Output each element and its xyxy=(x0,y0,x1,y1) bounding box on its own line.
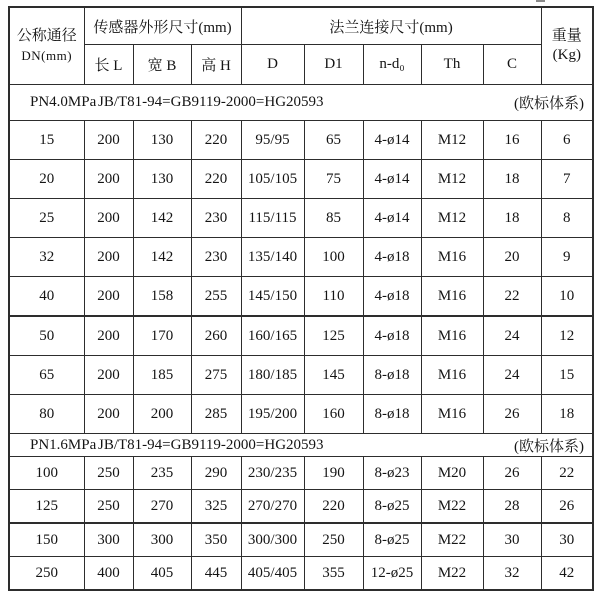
spec-row xyxy=(9,238,593,277)
cell-d: 195/200 xyxy=(241,395,304,434)
cell-width-b: 142 xyxy=(133,199,191,238)
header-col-d1: D1 xyxy=(304,45,363,85)
spec-row xyxy=(9,490,593,524)
cell-length-l: 200 xyxy=(84,160,133,199)
cell-c: 16 xyxy=(483,121,541,160)
cell-th: M22 xyxy=(421,557,483,591)
caption-remnant xyxy=(536,0,545,2)
cell-th: M16 xyxy=(421,238,483,277)
flange-standard-code: JB/T81-94=GB9119-2000=HG20593 xyxy=(98,94,324,110)
section-divider-cell xyxy=(9,85,593,121)
spec-row xyxy=(9,356,593,395)
spec-row xyxy=(9,523,593,557)
header-dn-title: 公称通径 xyxy=(16,28,77,44)
cell-c: 28 xyxy=(483,490,541,524)
cell-height-h: 230 xyxy=(191,199,241,238)
spec-row xyxy=(9,121,593,160)
header-dn xyxy=(9,7,84,85)
spec-row xyxy=(9,395,593,434)
cell-dn: 25 xyxy=(9,199,84,238)
cell-width-b: 405 xyxy=(133,557,191,591)
cell-dn: 250 xyxy=(9,557,84,591)
spec-row xyxy=(9,557,593,591)
cell-width-b: 142 xyxy=(133,238,191,277)
cell-dn: 20 xyxy=(9,160,84,199)
cell-width-b: 270 xyxy=(133,490,191,524)
cell-weight-kg: 26 xyxy=(541,490,593,524)
cell-n-d0: 8-ø25 xyxy=(363,490,421,524)
cell-length-l: 200 xyxy=(84,238,133,277)
cell-width-b: 300 xyxy=(133,523,191,557)
spec-row xyxy=(9,457,593,490)
cell-length-l: 200 xyxy=(84,395,133,434)
cell-d1: 100 xyxy=(304,238,363,277)
section-divider-cell xyxy=(9,434,593,457)
header-col-th: Th xyxy=(421,45,483,85)
cell-d: 105/105 xyxy=(241,160,304,199)
cell-d1: 220 xyxy=(304,490,363,524)
cell-c: 32 xyxy=(483,557,541,591)
spec-row xyxy=(9,160,593,199)
table-header xyxy=(9,7,593,85)
header-col-height: 高 H xyxy=(191,45,241,85)
cell-d: 180/185 xyxy=(241,356,304,395)
header-weight-title: 重量 xyxy=(551,28,582,44)
header-row-columns xyxy=(9,45,593,85)
cell-th: M12 xyxy=(421,160,483,199)
cell-dn: 15 xyxy=(9,121,84,160)
cell-n-d0: 8-ø18 xyxy=(363,395,421,434)
cell-d: 230/235 xyxy=(241,457,304,490)
cell-width-b: 200 xyxy=(133,395,191,434)
cell-dn: 32 xyxy=(9,238,84,277)
cell-weight-kg: 9 xyxy=(541,238,593,277)
standard-note: (欧标体系) xyxy=(514,96,585,112)
cell-d: 135/140 xyxy=(241,238,304,277)
cell-length-l: 250 xyxy=(84,457,133,490)
cell-c: 20 xyxy=(483,238,541,277)
cell-n-d0: 4-ø18 xyxy=(363,238,421,277)
cell-height-h: 445 xyxy=(191,557,241,591)
cell-d1: 160 xyxy=(304,395,363,434)
cell-weight-kg: 7 xyxy=(541,160,593,199)
cell-d: 95/95 xyxy=(241,121,304,160)
cell-c: 30 xyxy=(483,523,541,557)
cell-weight-kg: 8 xyxy=(541,199,593,238)
cell-th: M16 xyxy=(421,316,483,356)
cell-height-h: 220 xyxy=(191,160,241,199)
spec-row xyxy=(9,199,593,238)
cell-n-d0: 8-ø23 xyxy=(363,457,421,490)
cell-width-b: 130 xyxy=(133,121,191,160)
spec-row xyxy=(9,316,593,356)
header-col-width: 宽 B xyxy=(133,45,191,85)
cell-n-d0: 12-ø25 xyxy=(363,557,421,591)
cell-dn: 65 xyxy=(9,356,84,395)
cell-width-b: 170 xyxy=(133,316,191,356)
cell-th: M12 xyxy=(421,121,483,160)
cell-n-d0: 4-ø14 xyxy=(363,160,421,199)
cell-dn: 80 xyxy=(9,395,84,434)
cell-c: 18 xyxy=(483,160,541,199)
cell-c: 26 xyxy=(483,395,541,434)
section-divider-row xyxy=(9,434,593,457)
header-col-d: D xyxy=(241,45,304,85)
cell-height-h: 290 xyxy=(191,457,241,490)
cell-c: 22 xyxy=(483,277,541,317)
cell-d1: 110 xyxy=(304,277,363,317)
table-body xyxy=(9,85,593,591)
cell-n-d0: 8-ø18 xyxy=(363,356,421,395)
cell-th: M20 xyxy=(421,457,483,490)
cell-dn: 100 xyxy=(9,457,84,490)
header-dn-unit: DN(mm) xyxy=(21,48,73,63)
cell-length-l: 300 xyxy=(84,523,133,557)
cell-weight-kg: 15 xyxy=(541,356,593,395)
cell-weight-kg: 12 xyxy=(541,316,593,356)
cell-height-h: 255 xyxy=(191,277,241,317)
cell-height-h: 325 xyxy=(191,490,241,524)
cell-d: 145/150 xyxy=(241,277,304,317)
spec-table xyxy=(8,6,594,591)
cell-dn: 125 xyxy=(9,490,84,524)
cell-c: 24 xyxy=(483,356,541,395)
cell-d1: 75 xyxy=(304,160,363,199)
cell-th: M16 xyxy=(421,277,483,317)
cell-d1: 355 xyxy=(304,557,363,591)
header-row-groups xyxy=(9,7,593,45)
cell-height-h: 220 xyxy=(191,121,241,160)
cell-d1: 65 xyxy=(304,121,363,160)
cell-length-l: 200 xyxy=(84,316,133,356)
header-sensor-group: 传感器外形尺寸(mm) xyxy=(84,7,241,45)
cell-length-l: 250 xyxy=(84,490,133,524)
cell-c: 26 xyxy=(483,457,541,490)
pressure-rating: PN4.0MPa xyxy=(30,94,97,110)
cell-th: M22 xyxy=(421,490,483,524)
cell-d: 300/300 xyxy=(241,523,304,557)
cell-height-h: 230 xyxy=(191,238,241,277)
cell-weight-kg: 10 xyxy=(541,277,593,317)
cell-n-d0: 8-ø25 xyxy=(363,523,421,557)
cell-length-l: 200 xyxy=(84,277,133,317)
cell-weight-kg: 42 xyxy=(541,557,593,591)
standard-note: (欧标体系) xyxy=(514,438,585,455)
cell-d1: 250 xyxy=(304,523,363,557)
cell-d1: 85 xyxy=(304,199,363,238)
cell-width-b: 158 xyxy=(133,277,191,317)
spec-row xyxy=(9,277,593,317)
cell-weight-kg: 22 xyxy=(541,457,593,490)
cell-n-d0: 4-ø18 xyxy=(363,316,421,356)
header-col-c: C xyxy=(483,45,541,85)
cell-n-d0: 4-ø14 xyxy=(363,121,421,160)
cell-d: 405/405 xyxy=(241,557,304,591)
cell-height-h: 285 xyxy=(191,395,241,434)
header-flange-group: 法兰连接尺寸(mm) xyxy=(241,7,541,45)
cell-length-l: 400 xyxy=(84,557,133,591)
header-weight xyxy=(541,7,593,85)
cell-length-l: 200 xyxy=(84,121,133,160)
cell-c: 18 xyxy=(483,199,541,238)
cell-height-h: 275 xyxy=(191,356,241,395)
cell-c: 24 xyxy=(483,316,541,356)
section-divider-row xyxy=(9,85,593,121)
cell-th: M22 xyxy=(421,523,483,557)
cell-length-l: 200 xyxy=(84,356,133,395)
cell-height-h: 350 xyxy=(191,523,241,557)
cell-n-d0: 4-ø14 xyxy=(363,199,421,238)
cell-weight-kg: 18 xyxy=(541,395,593,434)
cell-width-b: 185 xyxy=(133,356,191,395)
cell-d: 270/270 xyxy=(241,490,304,524)
cell-height-h: 260 xyxy=(191,316,241,356)
header-weight-unit: (Kg) xyxy=(552,47,581,63)
cell-d1: 190 xyxy=(304,457,363,490)
cell-d1: 145 xyxy=(304,356,363,395)
pressure-rating: PN1.6MPa xyxy=(30,436,97,453)
cell-th: M16 xyxy=(421,395,483,434)
cell-d: 115/115 xyxy=(241,199,304,238)
header-col-length: 长 L xyxy=(84,45,133,85)
cell-d: 160/165 xyxy=(241,316,304,356)
cell-dn: 40 xyxy=(9,277,84,317)
cell-th: M12 xyxy=(421,199,483,238)
cell-length-l: 200 xyxy=(84,199,133,238)
cell-weight-kg: 6 xyxy=(541,121,593,160)
cell-n-d0: 4-ø18 xyxy=(363,277,421,317)
flange-standard-code: JB/T81-94=GB9119-2000=HG20593 xyxy=(98,436,324,453)
cell-d1: 125 xyxy=(304,316,363,356)
cell-dn: 150 xyxy=(9,523,84,557)
cell-dn: 50 xyxy=(9,316,84,356)
cell-th: M16 xyxy=(421,356,483,395)
cell-width-b: 235 xyxy=(133,457,191,490)
cell-weight-kg: 30 xyxy=(541,523,593,557)
header-col-nd0: n-d₀ xyxy=(363,45,421,85)
cell-width-b: 130 xyxy=(133,160,191,199)
